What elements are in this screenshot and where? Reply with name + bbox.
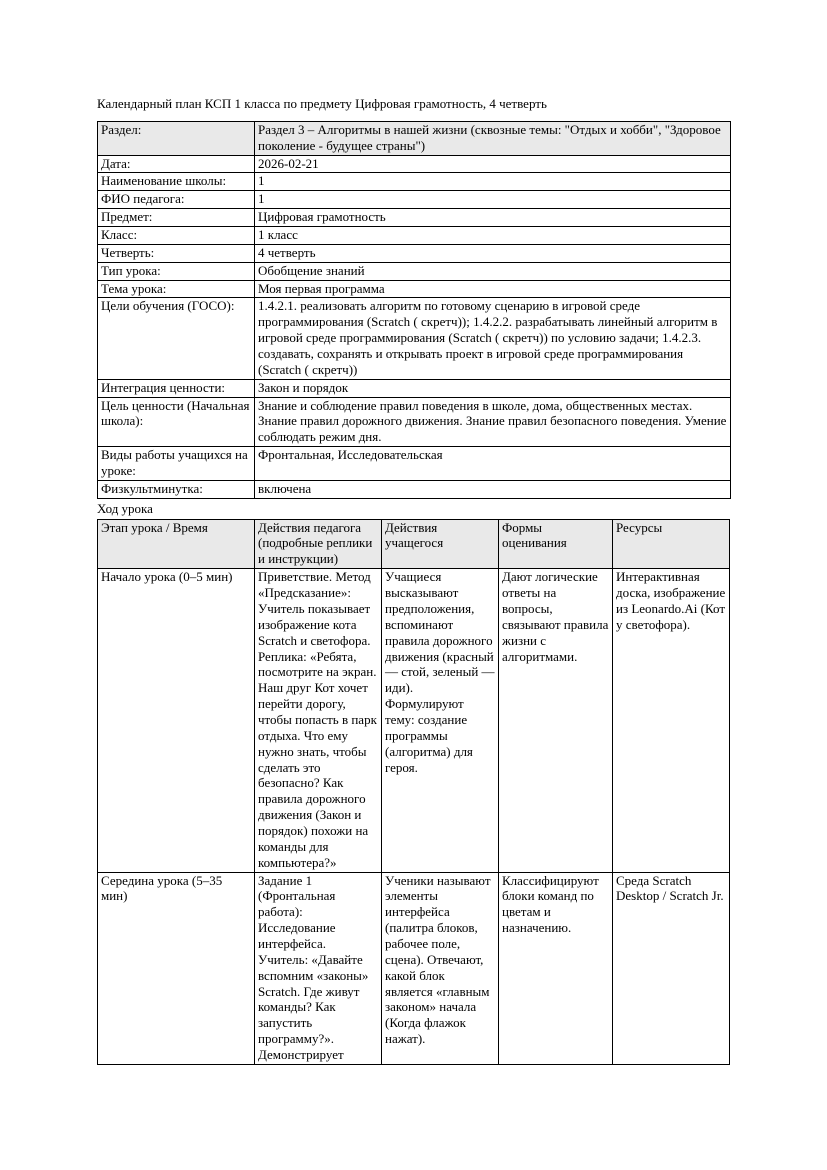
cell-resources: Интерактивная доска, изображение из Leonardo.Ai (Кот у светофора). [613, 569, 730, 872]
cell-resources: Среда Scratch Desktop / Scratch Jr. [613, 872, 730, 1064]
table-row [98, 280, 731, 298]
info-value: Закон и порядок [255, 379, 731, 397]
info-value: включена [255, 480, 731, 498]
cell-assessment: Дают логические ответы на вопросы, связывают правила жизни с алгоритмами. [499, 569, 613, 872]
page-title: Календарный план КСП 1 класса по предмету Цифровая грамотность, 4 четверть [97, 96, 547, 111]
table-row [98, 379, 731, 397]
info-label: Физкультминутка: [98, 480, 255, 498]
info-value: Цифровая грамотность [255, 209, 731, 227]
info-label: Интеграция ценности: [98, 379, 255, 397]
info-label: Дата: [98, 155, 255, 173]
info-label: Тема урока: [98, 280, 255, 298]
cell-student-actions: Ученики называют элементы интерфейса (палитра блоков, рабочее поле, сцена). Отвечают, какой блок является «главным законом» начала (Когда флажок нажат). [382, 872, 499, 1064]
info-value: 4 четверть [255, 244, 731, 262]
header-assessment: Формы оценивания [499, 519, 613, 569]
info-label: Цель ценности (Начальная школа): [98, 397, 255, 447]
table-row [98, 191, 731, 209]
table-row [98, 209, 731, 227]
info-label: Предмет: [98, 209, 255, 227]
table-row [98, 262, 731, 280]
info-value: 1 [255, 191, 731, 209]
table-row [98, 298, 731, 379]
header-student-actions: Действия учащегося [382, 519, 499, 569]
info-value: Знание и соблюдение правил поведения в школе, дома, общественных местах. Знание правил дорожного движения. Знание правил безопасного поведения. Умение соблюдать режим дня. [255, 397, 731, 447]
cell-teacher-actions: Задание 1 (Фронтальная работа): Исследование интерфейса. Учитель: «Давайте вспомним «законы» Scratch. Где живут команды? Как запустить программу?». Демонстрирует [255, 872, 382, 1064]
info-value: 1 класс [255, 227, 731, 245]
table-row [98, 447, 731, 481]
table-row [98, 155, 731, 173]
table-row [98, 480, 731, 498]
table-header-row [98, 519, 730, 569]
table-row [98, 397, 731, 447]
info-value: Раздел 3 – Алгоритмы в нашей жизни (сквозные темы: "Отдых и хобби", "Здоровое поколение - будущее страны") [255, 121, 731, 155]
cell-assessment: Классифицируют блоки команд по цветам и назначению. [499, 872, 613, 1064]
table-row [98, 569, 730, 872]
info-label: Виды работы учащихся на уроке: [98, 447, 255, 481]
table-row [98, 244, 731, 262]
table-row [98, 872, 730, 1064]
info-label: Четверть: [98, 244, 255, 262]
info-label: Тип урока: [98, 262, 255, 280]
info-label: Раздел: [98, 121, 255, 155]
info-value: Обобщение знаний [255, 262, 731, 280]
table-row [98, 227, 731, 245]
info-value: Фронтальная, Исследовательская [255, 447, 731, 481]
info-label: Класс: [98, 227, 255, 245]
header-teacher-actions: Действия педагога (подробные реплики и инструкции) [255, 519, 382, 569]
info-label: ФИО педагога: [98, 191, 255, 209]
info-label: Цели обучения (ГОСО): [98, 298, 255, 379]
info-value: Моя первая программа [255, 280, 731, 298]
info-value: 1 [255, 173, 731, 191]
cell-teacher-actions: Приветствие. Метод «Предсказание»: Учитель показывает изображение кота Scratch и светофора. Реплика: «Ребята, посмотрите на экран. Наш друг Кот хочет перейти дорогу, чтобы попасть в парк отдыха. Что ему нужно знать, чтобы сделать это безопасно? Как правила дорожного движения (Закон и порядок) похожи на команды для компьютера?» [255, 569, 382, 872]
info-value: 2026-02-21 [255, 155, 731, 173]
lesson-flow-heading: Ход урока [97, 500, 153, 516]
lesson-info-table [97, 121, 731, 499]
header-stage: Этап урока / Время [98, 519, 255, 569]
lesson-flow-table [97, 519, 730, 1065]
cell-student-actions: Учащиеся высказывают предположения, вспоминают правила дорожного движения (красный — стой, зеленый — иди). Формулируют тему: создание программы (алгоритма) для героя. [382, 569, 499, 872]
cell-stage: Середина урока (5–35 мин) [98, 872, 255, 1064]
header-resources: Ресурсы [613, 519, 730, 569]
table-row [98, 173, 731, 191]
info-label: Наименование школы: [98, 173, 255, 191]
cell-stage: Начало урока (0–5 мин) [98, 569, 255, 872]
info-value: 1.4.2.1. реализовать алгоритм по готовому сценарию в игровой среде программирования (Scratch ( скретч)); 1.4.2.2. разрабатывать линейный алгоритм в игровой среде программирования (Scratch ( скретч)) по условию задачи; 1.4.2.3. создавать, сохранять и открывать проект в игровой среде программирования (Scratch ( скретч)) [255, 298, 731, 379]
table-row [98, 121, 731, 155]
